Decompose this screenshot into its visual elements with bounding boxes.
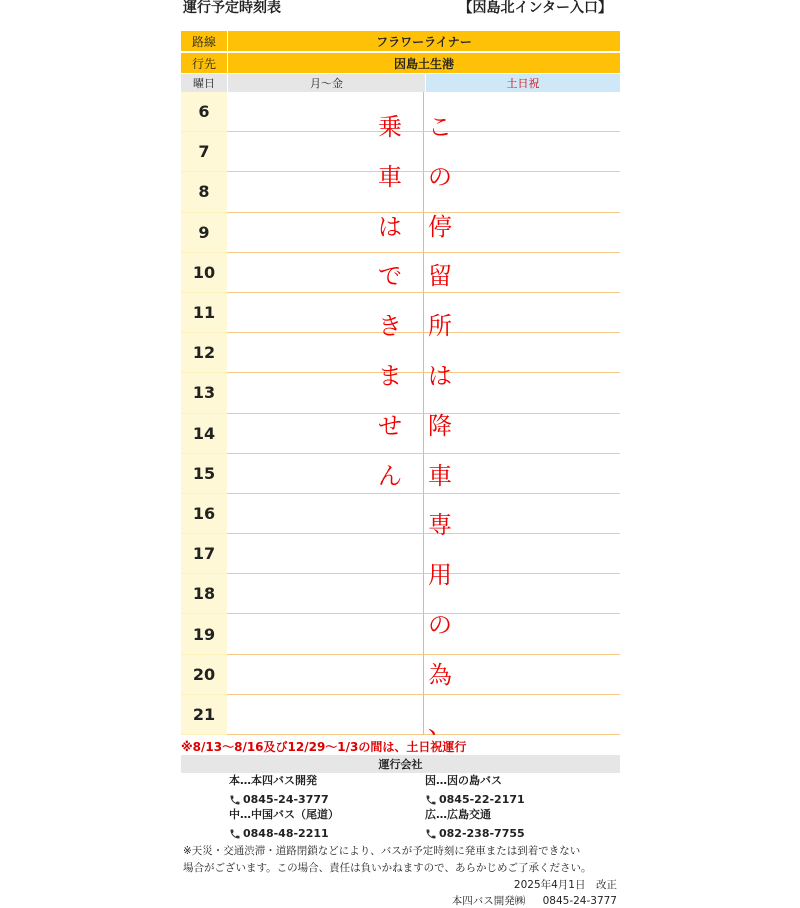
phone-icon [229,828,241,840]
operator-entry [425,808,525,841]
weekday-times-cell [227,574,424,614]
disclaimer-line-2: 場合がございます。この場合、責任は負いかねますので、あらかじめご了承ください。 [183,862,592,874]
notice-char: 車 [428,461,452,490]
hour-label: 17 [181,534,227,574]
revision-date: 2025年4月1日 改正 [513,879,617,891]
notice-char: こ [428,113,452,141]
hour-label: 7 [181,132,227,172]
destination-label: 行先 [181,53,228,73]
notice-char: ま [378,361,402,390]
operator-phone: 082-238-7755 [439,827,525,840]
destination-row [181,53,620,73]
notice-char: 乗 [378,113,402,141]
operator-phone: 0845-24-3777 [243,793,329,806]
operator-name: 広…広島交通 [425,808,491,821]
hour-label: 18 [181,574,227,614]
hour-label: 21 [181,695,227,735]
notice-char: の [428,162,452,191]
notice-char: で [378,262,402,291]
hour-row [181,695,620,735]
operator-entry [425,774,525,807]
notice-char: き [378,312,402,341]
operator-phone-row [425,793,525,807]
hour-row [181,614,620,654]
notice-char: 留 [428,262,452,291]
period-note: ※8/13～8/16及び12/29～1/3の間は、土日祝運行 [181,740,467,754]
hour-label: 15 [181,454,227,494]
notice-char: 、 [428,710,452,739]
bus-stop-name: 【因島北インター入口】 [458,0,612,16]
operator-phone-row [425,827,525,841]
publisher-name: 本四バス開発㈱ [451,895,526,907]
operator-phone-row [229,827,339,841]
weekday-times-cell [227,695,424,735]
notice-char: 用 [428,561,452,590]
operator-name: 因…因の島バス [425,774,502,787]
hour-row [181,655,620,695]
route-name: フラワーライナー [228,31,620,51]
notice-char: 車 [378,162,402,191]
hour-label: 10 [181,253,227,293]
hour-label: 12 [181,333,227,373]
holiday-notice [422,107,458,754]
notice-char: 所 [428,312,452,341]
destination-name: 因島土生港 [228,53,620,73]
weekday-times-cell [227,534,424,574]
phone-icon [425,828,437,840]
notice-char: 降 [428,411,452,440]
hour-label: 11 [181,293,227,333]
hour-label: 16 [181,494,227,534]
disclaimer [183,843,623,877]
weekday-times-cell [227,655,424,695]
weekday-header: 月～金 [227,74,425,92]
operator-entry [229,808,339,841]
operators-header: 運行会社 [181,755,620,773]
weekday-times-cell [227,614,424,654]
hour-label: 13 [181,373,227,413]
operator-name: 中…中国バス（尾道） [229,808,339,821]
hour-label: 14 [181,414,227,454]
holiday-header: 土日祝 [425,74,620,92]
operator-name: 本…本四バス開発 [229,774,317,787]
notice-char: 専 [428,511,452,540]
operator-phone: 0848-48-2211 [243,827,329,840]
operator-entry [229,774,329,807]
route-row [181,31,620,51]
publisher-phone: 0845-24-3777 [542,895,617,907]
route-label: 路線 [181,31,228,51]
page-title: 運行予定時刻表 [183,0,281,16]
phone-icon [229,794,241,806]
notice-char: 停 [428,212,452,241]
day-label: 曜日 [181,74,227,92]
phone-icon [425,794,437,806]
notice-char: は [428,361,452,390]
notice-char: ん [378,461,402,490]
weekday-notice [372,107,408,505]
notice-char: の [428,610,452,639]
hour-label: 20 [181,655,227,695]
day-header-row [181,74,620,92]
notice-char: せ [378,411,402,440]
operator-phone: 0845-22-2171 [439,793,525,806]
disclaimer-line-1: ※天災・交通渋滞・道路閉鎖などにより、バスが予定時刻に発車または到着できない [183,845,581,857]
notice-char: は [378,212,402,241]
hour-label: 8 [181,172,227,212]
hour-row [181,574,620,614]
hour-label: 6 [181,92,227,132]
hour-label: 9 [181,213,227,253]
hour-row [181,534,620,574]
hour-label: 19 [181,614,227,654]
notice-char: 為 [428,660,452,689]
operator-phone-row [229,793,329,807]
